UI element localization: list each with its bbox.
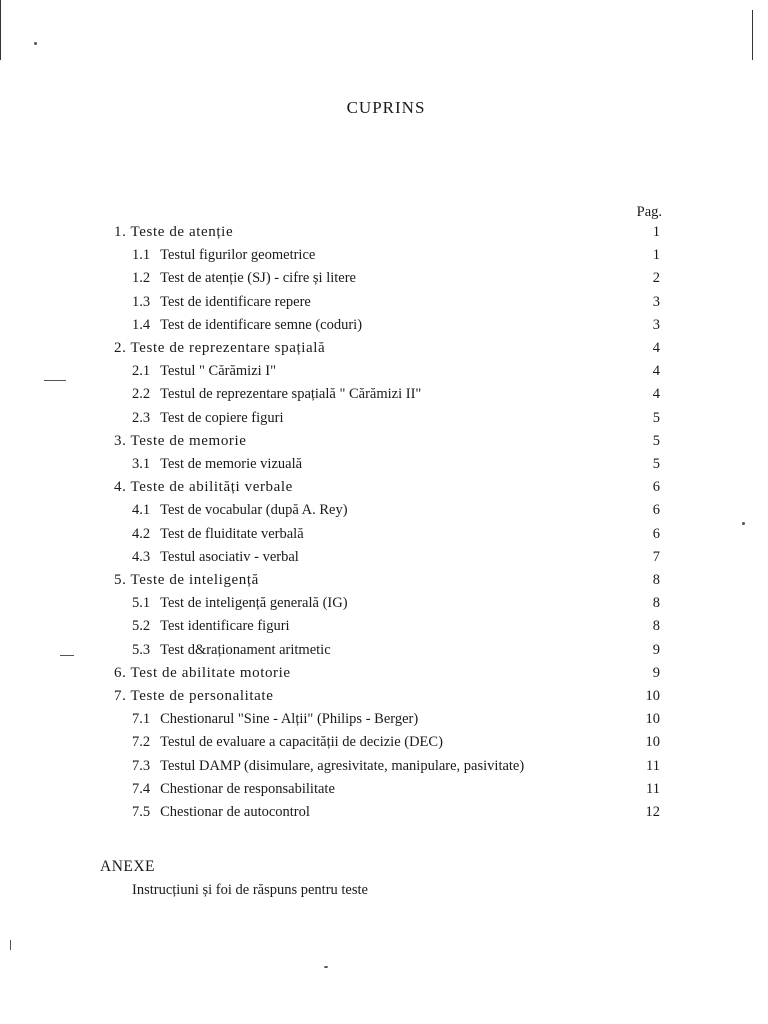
toc-section xyxy=(132,383,421,405)
toc-section-number: 5.3 xyxy=(132,642,151,658)
toc-section-number: 2.2 xyxy=(132,386,151,402)
toc-page-number: 4 xyxy=(652,340,660,356)
toc-chapter xyxy=(114,221,233,243)
toc-entry-text: Testul asociativ - verbal xyxy=(160,549,299,565)
scan-speck xyxy=(324,966,328,968)
toc-section xyxy=(132,523,304,545)
toc-entry-text: Testul " Cărămizi I" xyxy=(160,363,277,379)
toc-entry-text: Testul DAMP (disimulare, agresivitate, manipulare, pasivitate) xyxy=(160,758,525,774)
toc-section-number: 5.1 xyxy=(132,595,151,611)
toc-section-number: 7.3 xyxy=(132,758,151,774)
toc-page-number: 11 xyxy=(646,781,660,797)
toc-section xyxy=(132,453,302,475)
toc-entry-text: Chestionar de autocontrol xyxy=(160,804,310,820)
toc-section xyxy=(132,615,290,637)
toc-chapter xyxy=(114,430,247,452)
scan-speck xyxy=(34,42,37,45)
page-title: CUPRINS xyxy=(346,98,426,117)
toc-section xyxy=(132,546,299,568)
toc-chapter xyxy=(114,569,259,591)
toc-page-number: 4 xyxy=(652,363,660,379)
toc-entry-text: Test de memorie vizuală xyxy=(160,456,303,472)
toc-page-number: 5 xyxy=(652,456,660,472)
scan-edge-mark xyxy=(752,10,753,60)
toc-page-number: 7 xyxy=(652,549,660,565)
toc-entry-text: Test identificare figuri xyxy=(160,618,290,634)
toc-section-number: 7.4 xyxy=(132,781,151,797)
toc-page-number: 8 xyxy=(652,572,660,588)
toc-page-number: 4 xyxy=(652,386,660,402)
toc-section-number: 1.2 xyxy=(132,270,151,286)
toc-chapter xyxy=(114,337,325,359)
toc-chapter xyxy=(114,662,291,684)
toc-chapter xyxy=(114,685,273,707)
toc-page-number: 2 xyxy=(652,270,660,286)
toc-section-number: 1.1 xyxy=(132,247,151,263)
toc-section xyxy=(132,778,335,800)
toc-page-number: 5 xyxy=(652,410,660,426)
toc-section xyxy=(132,244,315,266)
toc-page-number: 3 xyxy=(652,294,660,310)
toc-page-number: 8 xyxy=(652,595,660,611)
toc-section xyxy=(132,639,331,661)
toc-chapter xyxy=(114,476,293,498)
toc-section-number: 5.2 xyxy=(132,618,151,634)
toc-entry-text: Chestionarul "Sine - Alții" (Philips - Berger) xyxy=(160,711,419,727)
toc-page-number: 6 xyxy=(652,502,660,518)
toc-entry-text: Test de inteligență generală (IG) xyxy=(160,595,348,611)
scan-speck xyxy=(742,522,745,525)
toc-section xyxy=(132,708,418,730)
toc-section xyxy=(132,291,311,313)
toc-entry-text: Test de atenție (SJ) - cifre și litere xyxy=(160,270,356,286)
toc-entry-text: Testul de evaluare a capacității de decizie (DEC) xyxy=(160,734,443,750)
toc-section xyxy=(132,731,443,753)
toc-entry-text: Test de identificare repere xyxy=(160,294,311,310)
toc-page-number: 1 xyxy=(652,224,660,240)
toc-section-number: 1.3 xyxy=(132,294,151,310)
toc-page-number: 10 xyxy=(645,711,660,727)
toc-page-number: 10 xyxy=(645,688,660,704)
toc-section xyxy=(132,499,348,521)
annex-title: ANEXE xyxy=(100,858,156,875)
toc-entry-text: Test de copiere figuri xyxy=(160,410,284,426)
toc-page-number: 1 xyxy=(652,247,660,263)
scan-speck xyxy=(44,380,66,381)
toc-section-number: 7.5 xyxy=(132,804,151,820)
toc-section xyxy=(132,407,284,429)
toc-section-number: 7.1 xyxy=(132,711,151,727)
toc-page-number: 11 xyxy=(646,758,660,774)
toc-entry-text: Test de fluiditate verbală xyxy=(160,526,304,542)
toc-page-number: 12 xyxy=(645,804,660,820)
toc-entry-text: 3. Teste de memorie xyxy=(114,433,247,449)
toc-entry-text: 2. Teste de reprezentare spațială xyxy=(114,340,326,356)
toc-section-number: 4.1 xyxy=(132,502,151,518)
toc-section xyxy=(132,267,356,289)
toc-page-number: 10 xyxy=(645,734,660,750)
toc-entry-text: Testul de reprezentare spațială " Cărămizi II" xyxy=(160,386,422,402)
toc-page-number: 9 xyxy=(652,665,660,681)
scan-speck xyxy=(10,940,11,950)
toc-page-number: 8 xyxy=(652,618,660,634)
toc-section-number: 4.2 xyxy=(132,526,151,542)
scan-speck xyxy=(60,655,74,656)
toc-entry-text: 6. Test de abilitate motorie xyxy=(114,665,291,681)
toc-section xyxy=(132,592,348,614)
toc-entry-text: 7. Teste de personalitate xyxy=(114,688,274,704)
toc-page-number: 3 xyxy=(652,317,660,333)
toc-section xyxy=(132,360,276,382)
toc-section-number: 3.1 xyxy=(132,456,151,472)
toc-section xyxy=(132,801,310,823)
toc-page-number: 6 xyxy=(652,479,660,495)
page-column-label: Pag. xyxy=(636,204,662,220)
toc-entry-text: 5. Teste de inteligență xyxy=(114,572,259,588)
toc-page-number: 5 xyxy=(652,433,660,449)
toc-entry-text: Test de vocabular (după A. Rey) xyxy=(160,502,348,518)
toc-entry-text: Test de identificare semne (coduri) xyxy=(160,317,363,333)
toc-section-number: 1.4 xyxy=(132,317,151,333)
toc-entry-text: Chestionar de responsabilitate xyxy=(160,781,335,797)
toc-page-number: 6 xyxy=(652,526,660,542)
toc-page-number: 9 xyxy=(652,642,660,658)
toc-section xyxy=(132,755,524,777)
scan-edge-mark xyxy=(0,0,1,60)
toc-entry-text: Test d&raționament aritmetic xyxy=(160,642,331,658)
toc-section xyxy=(132,314,362,336)
annex-line: Instrucțiuni și foi de răspuns pentru teste xyxy=(132,882,368,898)
toc-entry-text: Testul figurilor geometrice xyxy=(160,247,316,263)
toc-entry-text: 4. Teste de abilități verbale xyxy=(114,479,293,495)
toc-section-number: 7.2 xyxy=(132,734,151,750)
toc-section-number: 2.1 xyxy=(132,363,151,379)
toc-entry-text: 1. Teste de atenție xyxy=(114,224,234,240)
toc-section-number: 2.3 xyxy=(132,410,151,426)
toc-section-number: 4.3 xyxy=(132,549,151,565)
